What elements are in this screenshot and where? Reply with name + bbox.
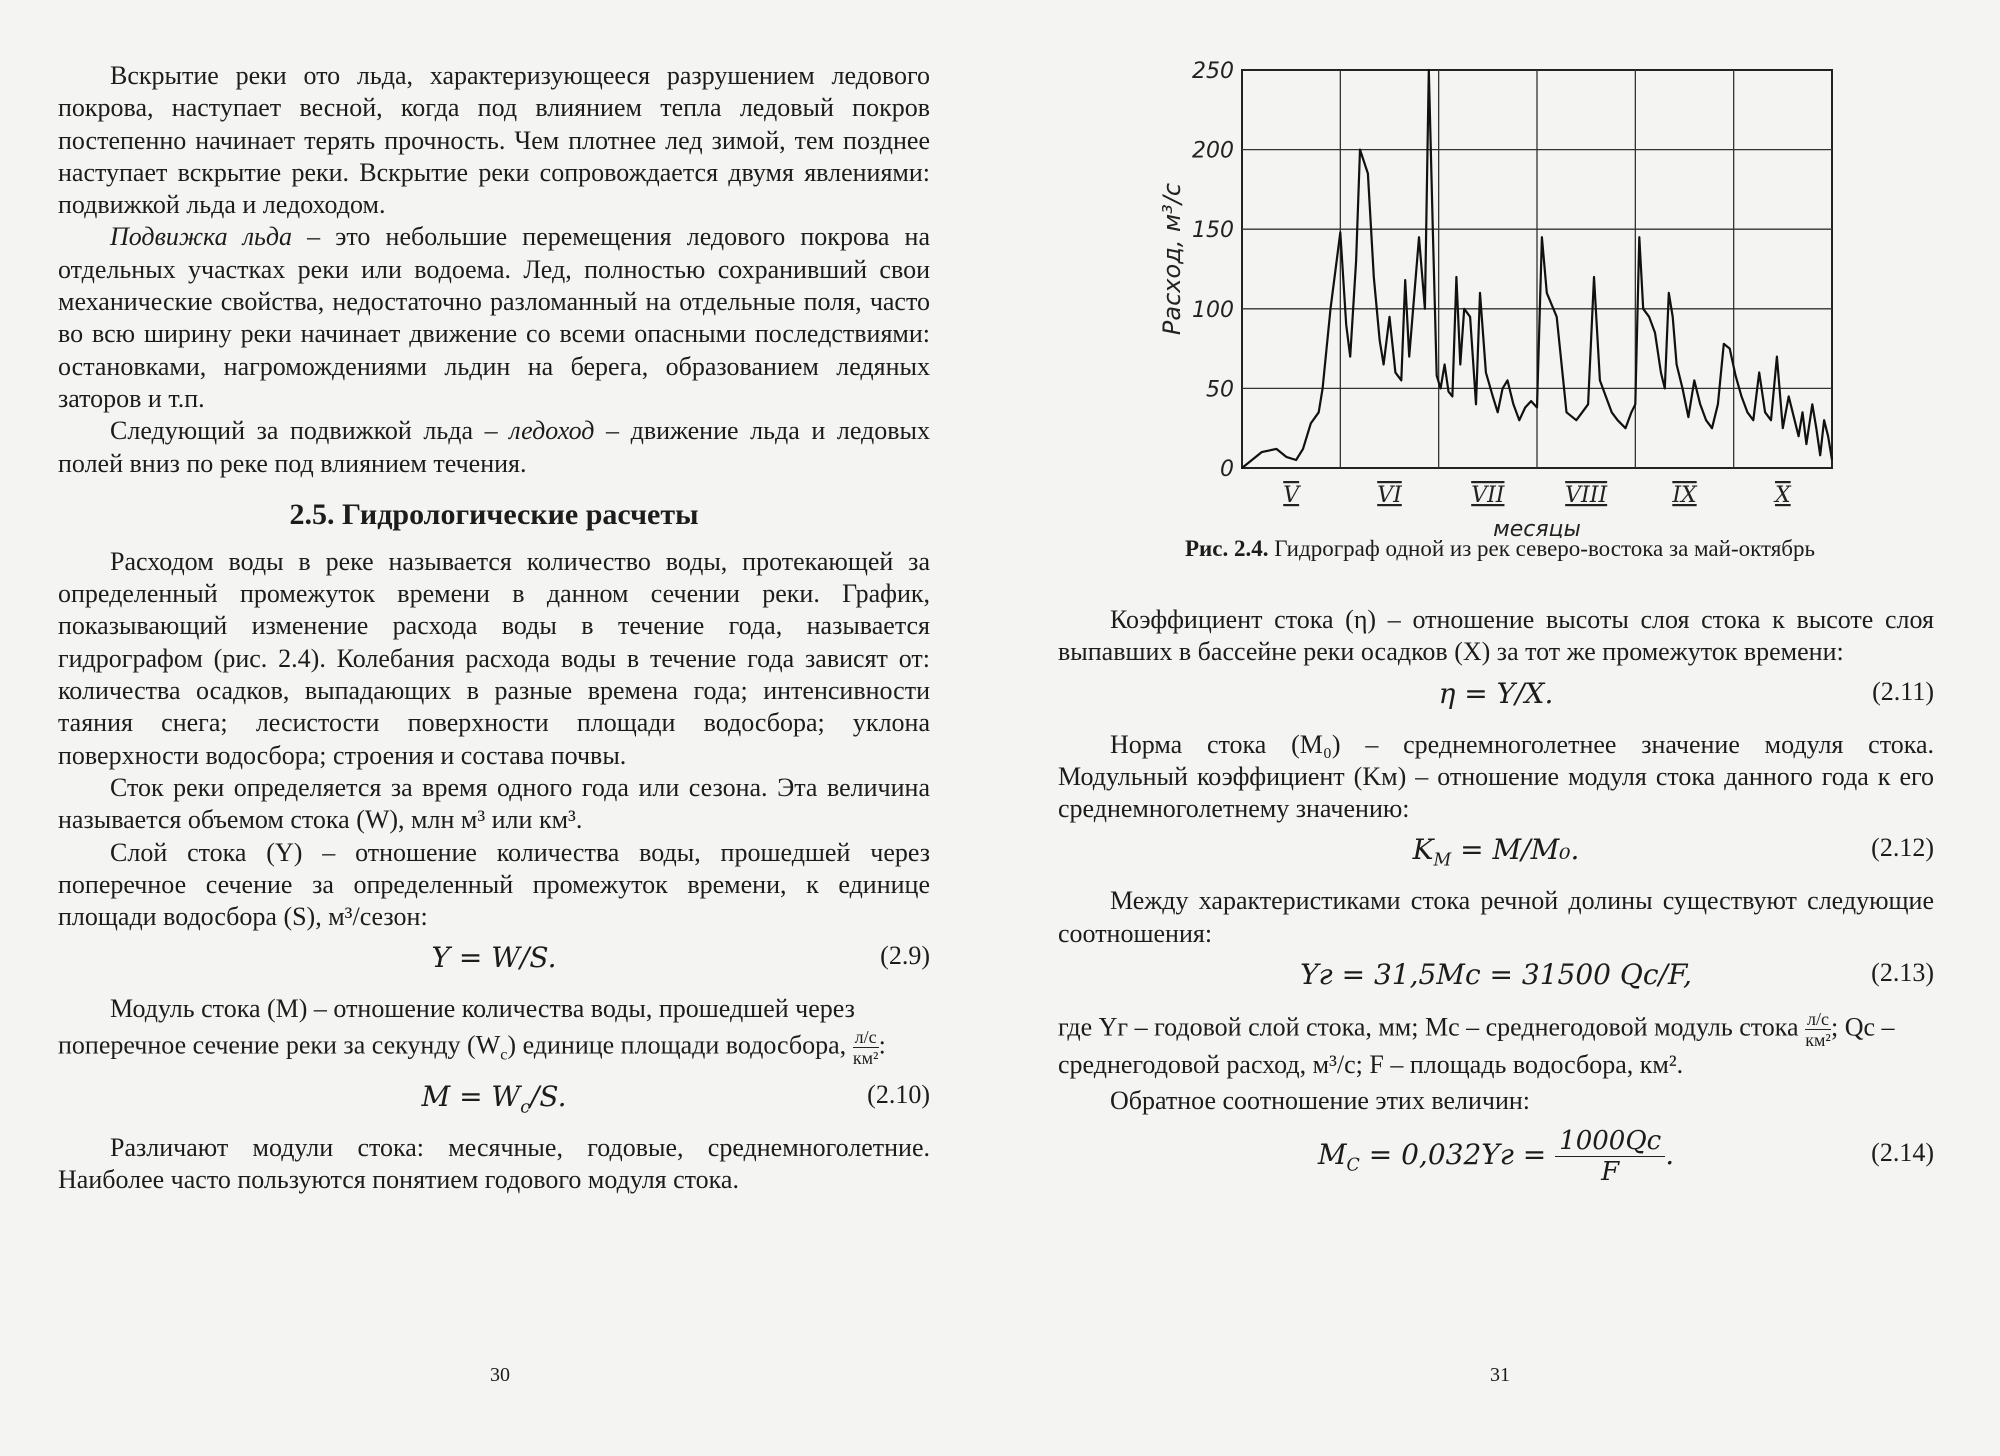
equation-2-11 <box>1058 673 1934 717</box>
modulus-sub: c <box>500 1046 508 1064</box>
paragraph-runoff-norm: Норма стока (M₀) – среднемноголетнее значение модуля стока. Модульный коэффициент (Kм) – отношение модуля стока данного года к его среднемноголетнему значению: <box>1058 729 1934 824</box>
x-tick-label: X <box>1774 483 1791 508</box>
y-tick-label: 150 <box>1192 218 1234 244</box>
term-ice-shift: Подвижка льда <box>110 222 293 252</box>
equation-2-11-number: (2.11) <box>1872 676 1934 706</box>
equation-2-9 <box>58 937 930 981</box>
eq2-a: M = W <box>421 1079 521 1113</box>
where-text-a: где Yг – годовой слой стока, мм; Mс – среднегодовой модуль стока <box>1058 1012 1799 1042</box>
caption-text: Гидрограф одной из рек северо-востока за май-октябрь <box>1268 536 1815 561</box>
caption-label: Рис. 2.4. <box>1185 536 1269 561</box>
modulus-text-c: ) единице площади водосбора, <box>507 1030 847 1060</box>
paragraph-runoff-coefficient: Коэффициент стока (η) – отношение высоты слоя стока к высоте слоя выпавших в бассейне реки осадков (X) за тот же промежуток времени: <box>1058 605 1934 667</box>
ice-shift-text: – это небольшие перемещения ледового покрова на отдельных участках реки или водоема. Лед, полностью сохранивший свои механические свойства, недостаточно разломанный на отдельные поля, часто во всю ширину реки начинает движение со всеми опасными последствиями: остановками, нагромождениями льдин на берега, образованием ледяных заторов и т.п. <box>58 222 930 413</box>
y-tick-label: 200 <box>1192 138 1234 164</box>
paragraph-modulus-kinds: Различают модули стока: месячные, годовые, среднемноголетние. Наиболее часто пользуются понятием годового модуля стока. <box>58 1132 930 1194</box>
equation-2-13-number: (2.13) <box>1871 958 1934 988</box>
eq6-numerator: 1000Qс <box>1555 1126 1665 1157</box>
paragraph-runoff-layer: Слой стока (Y) – отношение количества воды, прошедшей через поперечное сечение за определенный промежуток времени, к единице площади водосбора (S), м³/сезон: <box>58 837 930 932</box>
equation-2-10-body <box>58 1080 930 1118</box>
hydrograph-chart <box>1140 58 1860 538</box>
y-tick-label: 0 <box>1220 457 1234 482</box>
x-axis-label: месяцы <box>1493 517 1581 538</box>
eq6-sub: C <box>1346 1155 1360 1176</box>
hydrograph-svg <box>1140 58 1860 538</box>
page-number-left: 30 <box>490 1364 510 1386</box>
unit-fraction-right-num: л/с <box>1807 1009 1830 1030</box>
paragraph-ice-breakup: Вскрытие реки ото льда, характеризующееся разрушением ледового покрова, наступает весной, когда под влиянием тепла ледовый покров постепенно начинает терять прочность. Чем плотнее лед зимой, тем позднее наступает вскрытие реки. Вскрытие реки сопровождается двумя явлениями: подвижкой льда и ледоходом. <box>58 61 930 220</box>
right-column <box>1058 604 1934 1204</box>
unit-fraction-num: л/с <box>854 1026 877 1047</box>
equation-2-14-number: (2.14) <box>1871 1137 1934 1167</box>
term-ice-drift: ледоход <box>509 416 595 446</box>
eq4-a: K <box>1412 833 1434 867</box>
equation-2-9-body: Y = W/S. <box>431 941 557 975</box>
equation-2-12-body <box>1058 833 1934 871</box>
eq2-sub: c <box>520 1097 530 1118</box>
equation-2-10-number: (2.10) <box>867 1079 930 1109</box>
eq4-sub: M <box>1433 851 1452 872</box>
paragraph-runoff-modulus <box>58 993 930 1025</box>
section-heading: 2.5. Гидрологические расчеты <box>289 497 699 531</box>
eq6-dot: . <box>1665 1137 1675 1171</box>
y-tick-label: 250 <box>1192 59 1234 84</box>
x-tick-label: VII <box>1471 483 1505 508</box>
y-tick-label: 50 <box>1206 377 1234 403</box>
x-tick-label: VI <box>1377 483 1402 508</box>
equation-2-14 <box>1058 1122 1934 1192</box>
where-text-b: ; Qс – <box>1831 1012 1895 1042</box>
paragraph-relations: Между характеристиками стока речной долины существуют следующие соотношения: <box>1058 886 1934 948</box>
equation-2-12 <box>1058 829 1934 873</box>
paragraph-ice-drift <box>58 415 930 480</box>
eq6-denominator: F <box>1601 1156 1620 1187</box>
unit-fraction-den: км² <box>852 1047 879 1068</box>
eq6-b: = 0,032Yг = <box>1359 1137 1556 1171</box>
modulus-text-a: Модуль стока (M) – отношение количества воды, прошедшей через <box>110 994 855 1024</box>
equation-2-13-body: Yг = 31,5Mс = 31500 Qс/F, <box>1300 958 1692 992</box>
figure-caption <box>1000 536 2000 562</box>
paragraph-inverse: Обратное соотношение этих величин: <box>1110 1086 1531 1116</box>
equation-2-12-number: (2.12) <box>1871 833 1934 863</box>
ice-drift-text-b: – движение льда и ледовых полей вниз по реке под влиянием течения. <box>58 416 930 478</box>
modulus-text-b: поперечное сечение реки за секунду (W <box>58 1030 501 1060</box>
paragraph-where <box>1058 1010 1934 1049</box>
unit-fraction-right <box>1805 1010 1831 1049</box>
eq6-a: M <box>1317 1137 1347 1171</box>
equation-2-10 <box>58 1076 930 1120</box>
x-tick-label: VIII <box>1565 483 1608 508</box>
equation-2-13 <box>1058 954 1934 998</box>
eq6-fraction <box>1555 1126 1665 1187</box>
equation-2-11-body: η = Y/X. <box>1438 676 1554 710</box>
equation-2-9-number: (2.9) <box>880 941 930 971</box>
y-axis-label: Расход, м³/с <box>1158 182 1186 336</box>
unit-fraction <box>853 1028 879 1067</box>
eq4-b: = M/M₀. <box>1451 833 1580 867</box>
paragraph-where-cont: среднегодовой расход, м³/с; F – площадь водосбора, км². <box>1058 1050 1684 1080</box>
unit-fraction-right-den: км² <box>1805 1030 1831 1051</box>
left-column <box>58 60 930 1196</box>
paragraph-discharge: Расходом воды в реке называется количество воды, протекающей за определенный промежуток времени в данном сечении реки. График, показывающий изменение расхода воды в течение года, называется гидрографом (рис. 2.4). Колебания расхода воды в течение года зависят от: количества осадков, выпадающих в разные времена года; интенсивности таяния снега; лесистости поверхности площади водосбора; уклона поверхности водосбора; строения и состава почвы. <box>58 546 930 770</box>
eq2-b: /S. <box>529 1079 567 1113</box>
page-number-right: 31 <box>1490 1364 1510 1386</box>
equation-2-14-body <box>1058 1126 1934 1187</box>
paragraph-ice-shift <box>58 221 930 415</box>
ice-drift-text-a: Следующий за подвижкой льда – <box>110 416 510 446</box>
y-tick-label: 100 <box>1192 297 1234 323</box>
paragraph-runoff-modulus-cont: поперечное сечение реки за секунду $(W_c)$ единице площади водосбора, $\frac{л/с}{\text{км²}}$ : <box>58 1026 886 1068</box>
x-tick-label: IX <box>1672 483 1697 508</box>
x-tick-label: V <box>1283 483 1300 508</box>
paragraph-runoff-volume: Сток реки определяется за время одного года или сезона. Эта величина называется объемом стока (W), млн м³ или км³. <box>58 772 930 835</box>
